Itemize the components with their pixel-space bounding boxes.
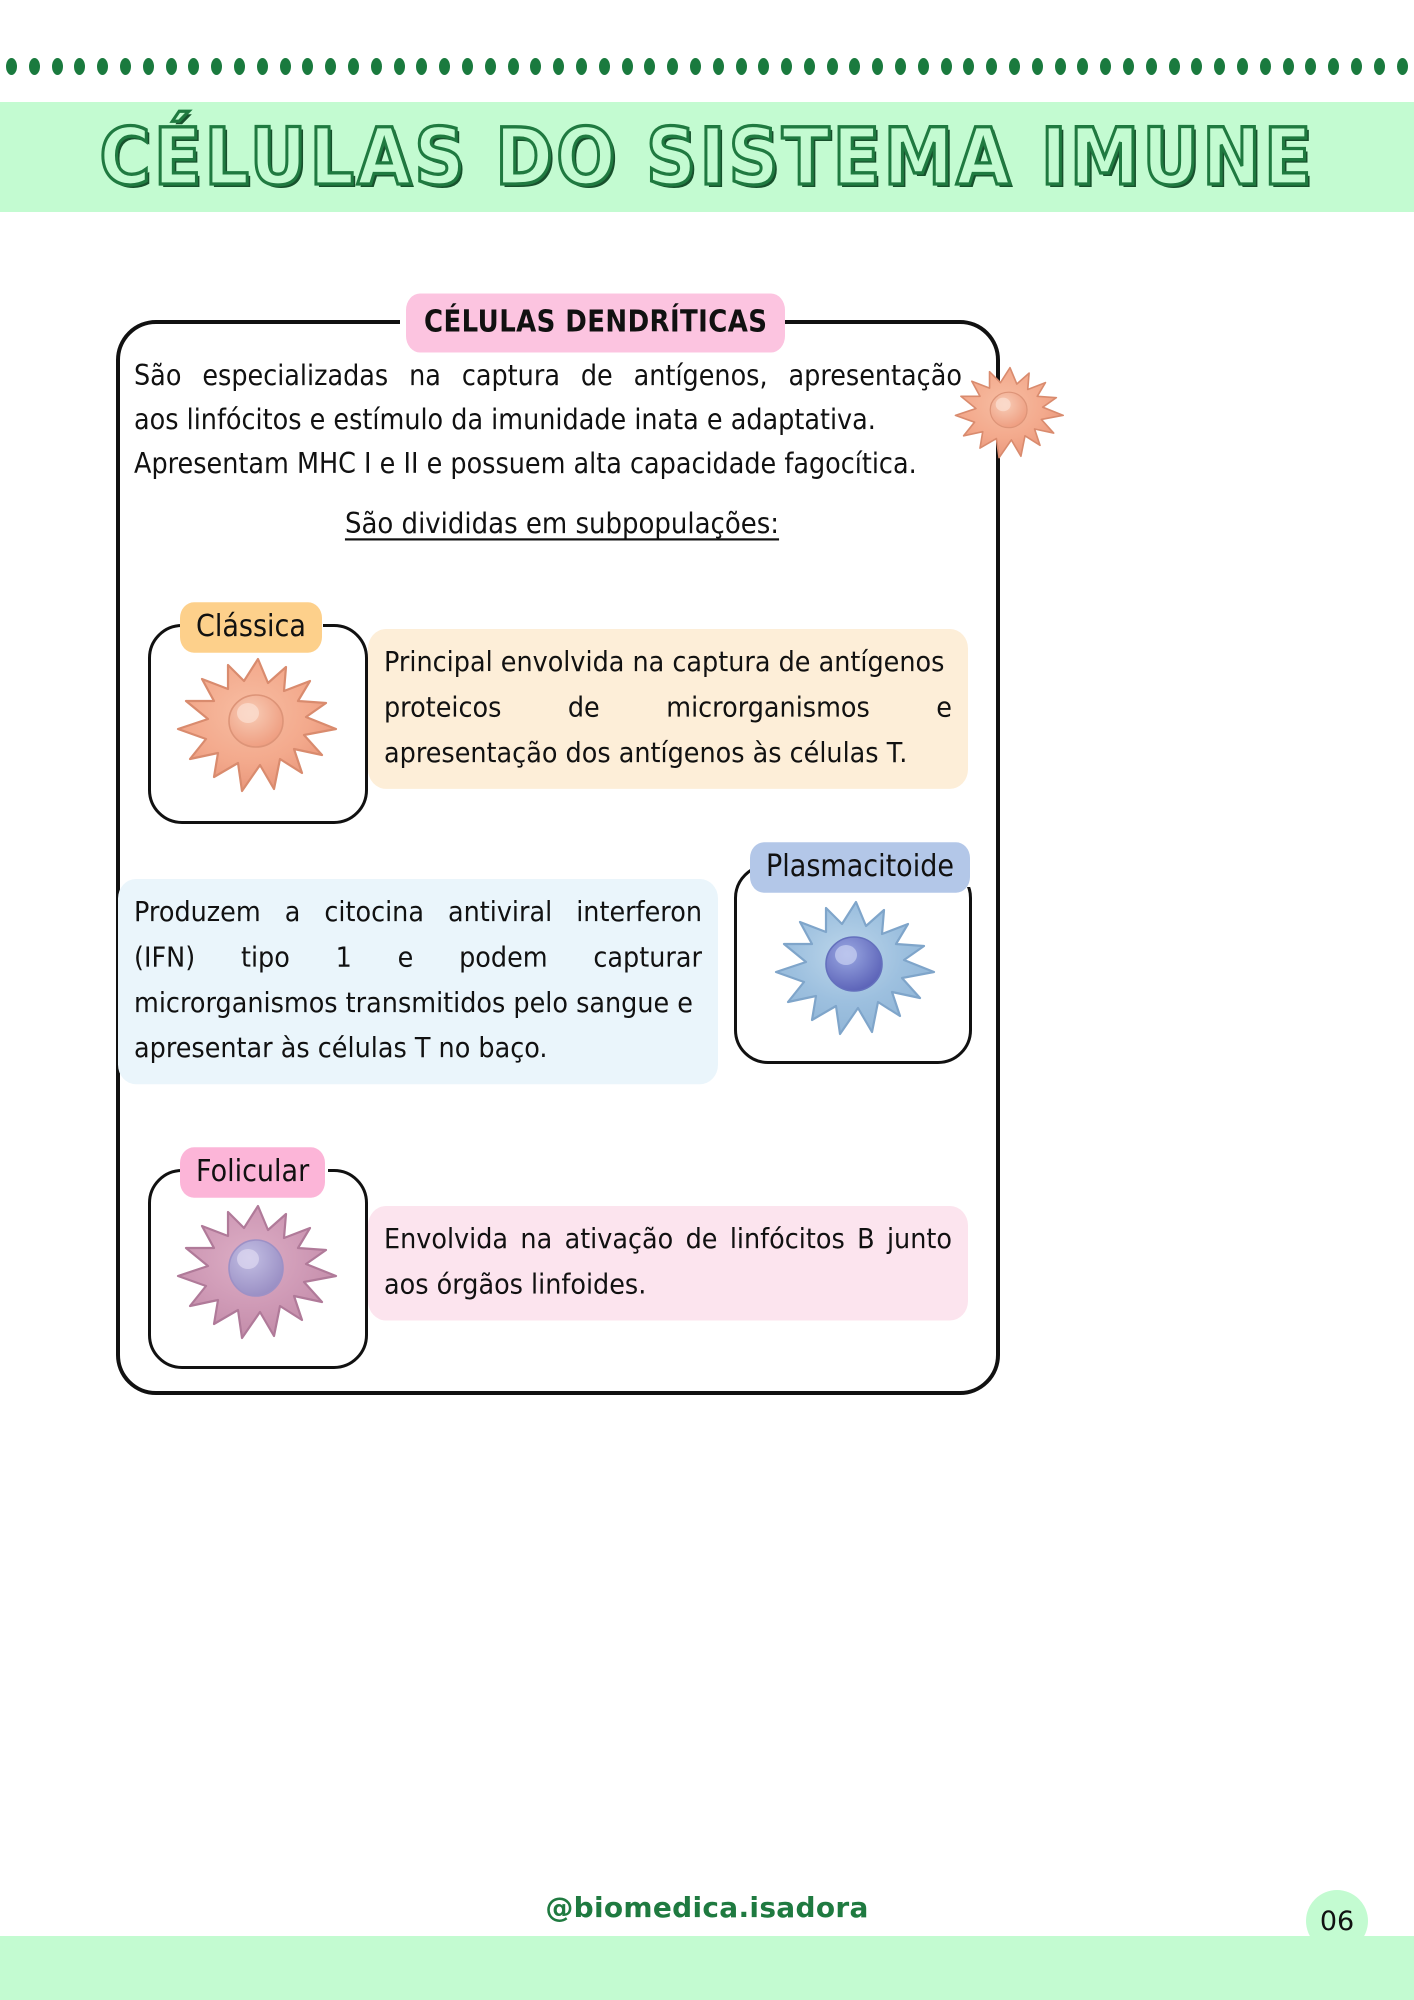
- dot: [1305, 58, 1316, 75]
- dot: [394, 58, 405, 75]
- dot: [622, 58, 633, 75]
- intro-paragraph: [134, 354, 962, 486]
- dot: [1260, 58, 1271, 75]
- dot: [895, 58, 906, 75]
- plasmacitoide-description-bubble: [118, 879, 718, 1084]
- dot: [827, 58, 838, 75]
- dot: [1214, 58, 1225, 75]
- dot: [1032, 58, 1043, 75]
- dot: [97, 58, 108, 75]
- dot: [325, 58, 336, 75]
- dot: [941, 58, 952, 75]
- dot: [986, 58, 997, 75]
- plasmacitoide-desc-line-2: (IFN) tipo 1 e podem capturar: [134, 941, 702, 975]
- plasmacitoide-desc-line-4: apresentar às células T no baço.: [134, 1032, 548, 1065]
- dot: [1374, 58, 1385, 75]
- dot: [280, 58, 291, 75]
- dotted-rule-decoration: [0, 55, 1414, 77]
- dot: [348, 58, 359, 75]
- dot: [918, 58, 929, 75]
- classica-chip: Clássica: [180, 602, 322, 652]
- classica-desc-line-2: proteicos de microrganismos e: [384, 691, 952, 725]
- dot: [644, 58, 655, 75]
- dot: [1237, 58, 1248, 75]
- classica-description-bubble: [368, 629, 968, 789]
- dot: [29, 58, 40, 75]
- plasmacitoide-dendritic-cell-icon: [768, 892, 944, 1048]
- dot: [1077, 58, 1088, 75]
- dot: [1328, 58, 1339, 75]
- dot: [963, 58, 974, 75]
- dot: [713, 58, 724, 75]
- dot: [690, 58, 701, 75]
- dot: [872, 58, 883, 75]
- dot: [849, 58, 860, 75]
- intro-line-3: Apresentam MHC I e II e possuem alta capacidade fagocítica.: [134, 447, 917, 481]
- dot: [439, 58, 450, 75]
- dot: [120, 58, 131, 75]
- dot: [1169, 58, 1180, 75]
- footer-handle: @biomedica.isadora: [545, 1890, 869, 1924]
- subpopulations-subheading: São divididas em subpopulações:: [344, 507, 780, 541]
- dot: [1146, 58, 1157, 75]
- dot: [1283, 58, 1294, 75]
- header-dendritic-cell-icon: [950, 355, 1070, 473]
- dot: [257, 58, 268, 75]
- dot: [1009, 58, 1020, 75]
- dot: [758, 58, 769, 75]
- dot: [485, 58, 496, 75]
- intro-line-1: São especializadas na captura de antígenos, apresentação: [134, 359, 962, 393]
- classica-desc-line-1: Principal envolvida na captura de antígenos: [384, 646, 945, 679]
- dot: [1351, 58, 1362, 75]
- dot: [667, 58, 678, 75]
- dot: [52, 58, 63, 75]
- dot: [302, 58, 313, 75]
- page-title: CÉLULAS DO SISTEMA IMUNE: [99, 111, 1315, 203]
- dot: [6, 58, 17, 75]
- page-title-banner: [0, 102, 1414, 212]
- classica-dendritic-cell-icon: [170, 649, 346, 805]
- dot: [576, 58, 587, 75]
- folicular-description-bubble: [368, 1206, 968, 1320]
- dot: [1123, 58, 1134, 75]
- intro-line-2: aos linfócitos e estímulo da imunidade inata e adaptativa.: [134, 403, 876, 437]
- plasmacitoide-desc-line-3: microrganismos transmitidos pelo sangue e: [134, 987, 693, 1020]
- dot: [1397, 58, 1408, 75]
- folicular-desc-line-2: aos órgãos linfoides.: [384, 1268, 647, 1302]
- dot: [462, 58, 473, 75]
- dot: [74, 58, 85, 75]
- dot: [736, 58, 747, 75]
- dot: [1055, 58, 1066, 75]
- footer-band: [0, 1936, 1414, 2000]
- plasmacitoide-chip: Plasmacitoide: [750, 842, 970, 892]
- folicular-chip: Folicular: [180, 1147, 325, 1197]
- folicular-desc-line-1: Envolvida na ativação de linfócitos B junto: [384, 1223, 952, 1256]
- dot: [553, 58, 564, 75]
- dot: [416, 58, 427, 75]
- dot: [508, 58, 519, 75]
- dot: [530, 58, 541, 75]
- page-number-badge: 06: [1306, 1890, 1368, 1952]
- dot: [371, 58, 382, 75]
- classica-desc-line-3: apresentação dos antígenos às células T.: [384, 737, 908, 770]
- plasmacitoide-desc-line-1: Produzem a citocina antiviral interferon: [134, 896, 702, 929]
- dot: [188, 58, 199, 75]
- card-title-chip: CÉLULAS DENDRÍTICAS: [406, 294, 785, 353]
- dot: [599, 58, 610, 75]
- dot: [166, 58, 177, 75]
- dot: [1191, 58, 1202, 75]
- dot: [781, 58, 792, 75]
- dot: [1100, 58, 1111, 75]
- dot: [234, 58, 245, 75]
- dot: [143, 58, 154, 75]
- dot: [804, 58, 815, 75]
- folicular-dendritic-cell-icon: [170, 1196, 346, 1352]
- dendritic-cells-card: [116, 304, 1000, 1395]
- dot: [211, 58, 222, 75]
